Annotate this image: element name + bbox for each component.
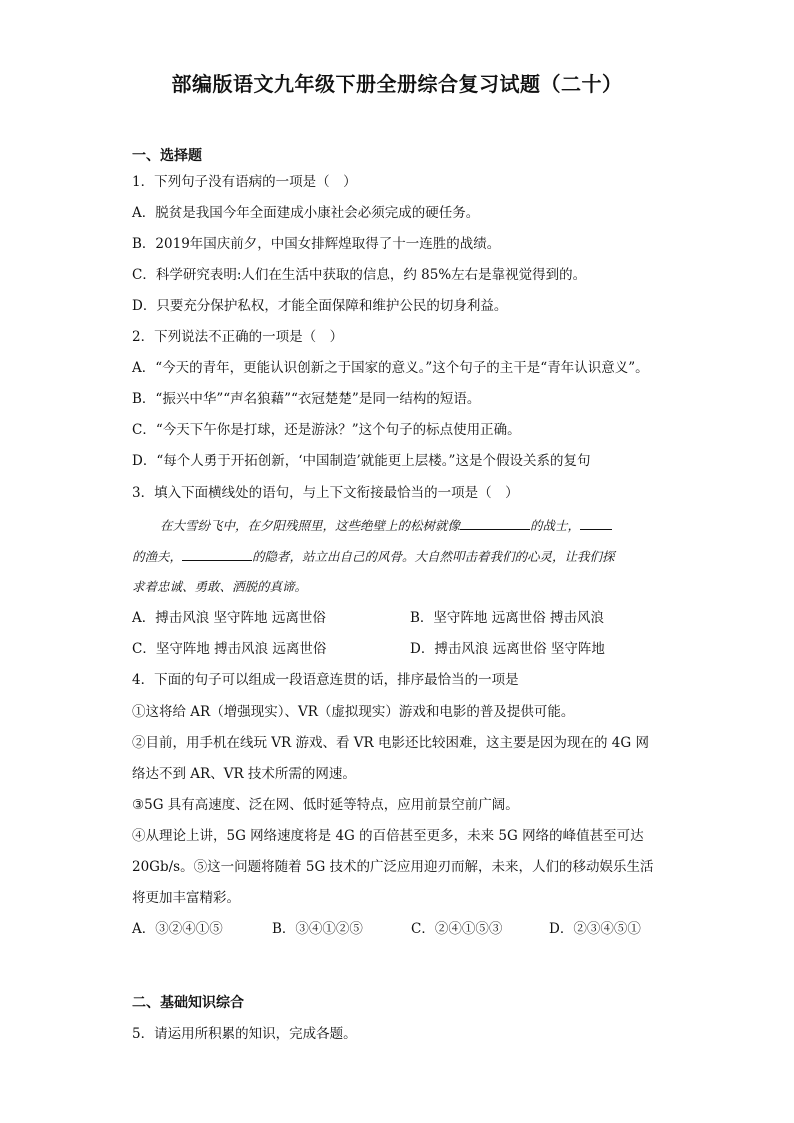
page-title: 部编版语文九年级下册全册综合复习试题（二十）: [171, 72, 623, 96]
passage-text: 的战士，: [530, 518, 581, 533]
question-3-option-b: B．坚守阵地 远离世俗 搏击风浪: [410, 610, 605, 626]
question-4-option-b: B．③④①②⑤: [272, 921, 363, 937]
question-3-passage-line-2: [132, 547, 615, 566]
question-2-stem: 2．下列说法不正确的一项是（ ）: [132, 329, 344, 345]
fill-blank: [182, 547, 252, 561]
question-3-option-a: A．搏击风浪 坚守阵地 远离世俗: [132, 610, 326, 626]
question-4-sentence-1: ①这将给 AR（增强现实）、VR（虚拟现实）游戏和电影的普及提供可能。: [132, 704, 575, 720]
question-4-option-c: C．②④①⑤③: [411, 921, 503, 937]
question-4-sentence-5-cont: 将更加丰富精彩。: [132, 890, 240, 906]
section-heading-choice: 一、选择题: [132, 148, 202, 164]
question-4-sentence-3: ③5G 具有高速度、泛在网、低时延等特点，应用前景空前广阔。: [132, 797, 519, 813]
question-1-option-a: A．脱贫是我国今年全面建成小康社会必须完成的硬任务。: [132, 205, 480, 221]
question-1-option-c: C．科学研究表明:人们在生活中获取的信息，约 85%左右是靠视觉得到的。: [132, 267, 587, 283]
question-1-stem: 1．下列句子没有语病的一项是（ ）: [132, 174, 357, 190]
question-4-sentence-4-cont: 20Gb/s。⑤这一问题将随着 5G 技术的广泛应用迎刃而解，未来，人们的移动娱乐生活: [132, 859, 654, 875]
question-2-option-a: A．“今天的青年，更能认识创新之于国家的意义。”这个句子的主干是“青年认识意义”。: [132, 360, 649, 376]
question-1-option-b: B．2019年国庆前夕，中国女排辉煌取得了十一连胜的战绩。: [132, 236, 501, 252]
question-3-passage-line-1: [160, 516, 612, 535]
question-4-stem: 4．下面的句子可以组成一段语意连贯的话，排序最恰当的一项是: [132, 672, 519, 688]
question-3-option-d: D．搏击风浪 远离世俗 坚守阵地: [410, 641, 605, 657]
section-heading-basic: 二、基础知识综合: [132, 995, 244, 1011]
question-3-passage-line-3: 求着忠诚、勇敢、洒脱的真谛。: [132, 579, 308, 594]
question-4-sentence-4: ④从理论上讲，5G 网络速度将是 4G 的百倍甚至更多，未来 5G 网络的峰值甚至可达: [132, 828, 644, 844]
question-4-sentence-2: ②目前，用手机在线玩 VR 游戏、看 VR 电影还比较困难，这主要是因为现在的 4G 网: [132, 735, 649, 751]
fill-blank: [580, 516, 612, 530]
question-3-stem: 3．填入下面横线处的语句，与上下文衔接最恰当的一项是（ ）: [132, 485, 519, 501]
question-2-option-b: B．“振兴中华”“声名狼藉”“衣冠楚楚”是同一结构的短语。: [132, 391, 481, 407]
question-4-option-d: D．②③④⑤①: [549, 921, 641, 937]
question-3-option-c: C．坚守阵地 搏击风浪 远离世俗: [132, 641, 327, 657]
fill-blank: [460, 516, 530, 530]
passage-text: 的隐者，站立出自己的风骨。大自然叩击着我们的心灵，让我们探: [252, 549, 615, 564]
question-2-option-d: D．“每个人勇于开拓创新，‘中国制造’就能更上层楼。”这是个假设关系的复句: [132, 453, 591, 469]
question-1-option-d: D．只要充分保护私权，才能全面保障和维护公民的切身利益。: [132, 298, 508, 314]
passage-text: 的渔夫，: [132, 549, 183, 564]
question-2-option-c: C．“今天下午你是打球，还是游泳？”这个句子的标点使用正确。: [132, 422, 521, 438]
question-4-sentence-2-cont: 络达不到 AR、VR 技术所需的网速。: [132, 766, 356, 782]
passage-text: 在大雪纷飞中，在夕阳残照里，这些绝壁上的松树就像: [160, 518, 461, 533]
question-5-stem: 5．请运用所积累的知识，完成各题。: [132, 1026, 357, 1042]
question-4-option-a: A．③②④①⑤: [132, 921, 223, 937]
